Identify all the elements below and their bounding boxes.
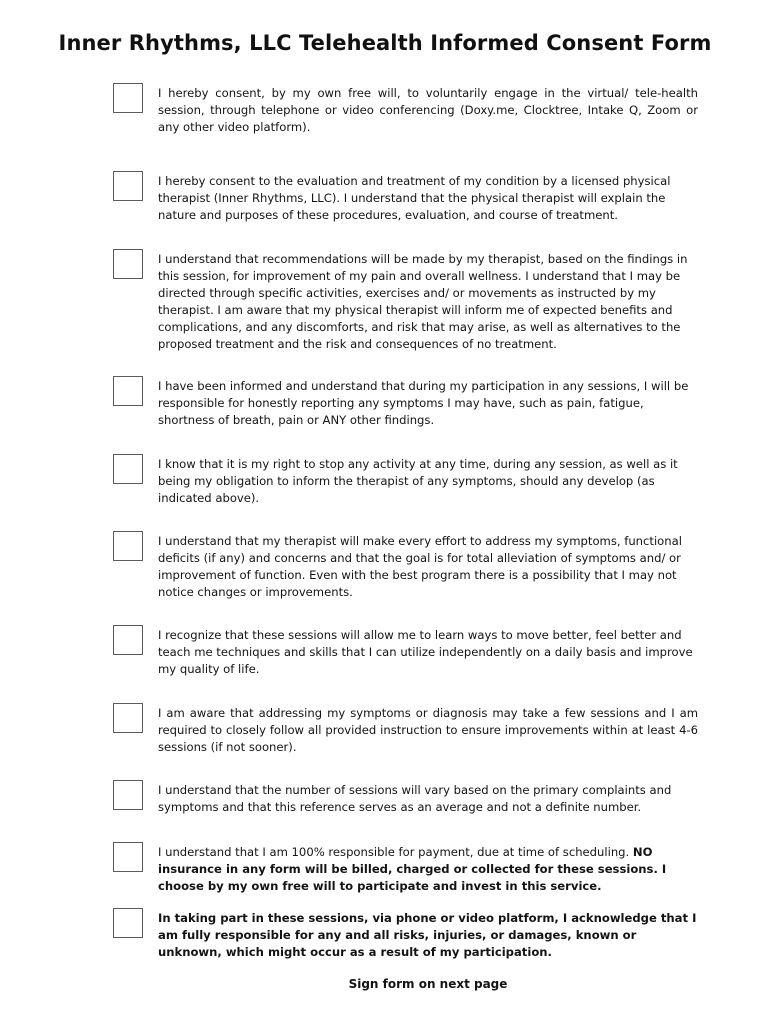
consent-checkbox-3[interactable] <box>113 249 143 279</box>
consent-text-6: I understand that my therapist will make every effort to address my symptoms, functional deficits (if any) and concerns and that the goal is for total alleviation of symptoms and/ or improvement of function. Even with the best program there is a possibility that I may not notice changes or improvements. <box>158 534 682 599</box>
consent-text-7: I recognize that these sessions will allow me to learn ways to move better, feel better and teach me techniques and skills that I can utilize independently on a daily basis and improve my quality of life. <box>158 628 693 676</box>
consent-checkbox-5[interactable] <box>113 454 143 484</box>
sign-form-note: Sign form on next page <box>348 977 508 991</box>
form-title: Inner Rhythms, LLC Telehealth Informed Consent Form <box>58 31 712 55</box>
consent-text-4: I have been informed and understand that during my participation in any sessions, I will be responsible for honestly reporting any symptoms I may have, such as pain, fatigue, shortness of breath, pain or ANY other findings. <box>158 379 689 427</box>
consent-checkbox-11[interactable] <box>113 908 143 938</box>
consent-text-9: I understand that the number of sessions will vary based on the primary complaints and symptoms and that this reference serves as an average and not a definite number. <box>158 783 672 814</box>
consent-checkbox-10[interactable] <box>113 842 143 872</box>
consent-text-11: In taking part in these sessions, via phone or video platform, I acknowledge that I am fully responsible for any and all risks, injuries, or damages, known or unknown, which might occur as a result of my participation. <box>158 911 697 959</box>
consent-text-2: I hereby consent to the evaluation and treatment of my condition by a licensed physical therapist (Inner Rhythms, LLC). I understand that the physical therapist will explain the nature and purposes of these procedures, evaluation, and course of treatment. <box>158 174 671 222</box>
consent-checkbox-4[interactable] <box>113 376 143 406</box>
consent-text-10 <box>158 844 698 895</box>
consent-checkbox-8[interactable] <box>113 703 143 733</box>
consent-text-3: I understand that recommendations will be made by my therapist, based on the findings in this session, for improvement of my pain and overall wellness. I understand that I may be directed through specific activities, exercises and/ or movements as instructed by my therapist. I am aware that my physical therapist will inform me of expected benefits and complications, and any discomforts, and risk that may arise, as well as alternatives to the proposed treatment and the risk and consequences of no treatment. <box>158 252 688 351</box>
consent-text-5: I know that it is my right to stop any activity at any time, during any session, as well as it being my obligation to inform the therapist of any symptoms, should any develop (as indicated above). <box>158 457 678 505</box>
consent-checkbox-2[interactable] <box>113 171 143 201</box>
consent-checkbox-7[interactable] <box>113 625 143 655</box>
consent-checkbox-1[interactable] <box>113 83 143 113</box>
payment-text-regular: I understand that I am 100% responsible for payment, due at time of scheduling. <box>158 845 633 859</box>
consent-text-1: I hereby consent, by my own free will, to voluntarily engage in the virtual/ tele-health session, through telephone or video conferencing (Doxy.me, Clocktree, Intake Q, Zoom or any other video platform). <box>158 86 698 134</box>
payment-text-bold: NO insurance in any form will be billed, charged or collected for these sessions. I choose by my own free will to participate and invest in this service. <box>158 845 667 893</box>
consent-checkbox-9[interactable] <box>113 780 143 810</box>
consent-text-8: I am aware that addressing my symptoms or diagnosis may take a few sessions and I am required to closely follow all provided instruction to ensure improvements within at least 4-6 sessions (if not sooner). <box>158 706 698 754</box>
consent-checkbox-6[interactable] <box>113 531 143 561</box>
